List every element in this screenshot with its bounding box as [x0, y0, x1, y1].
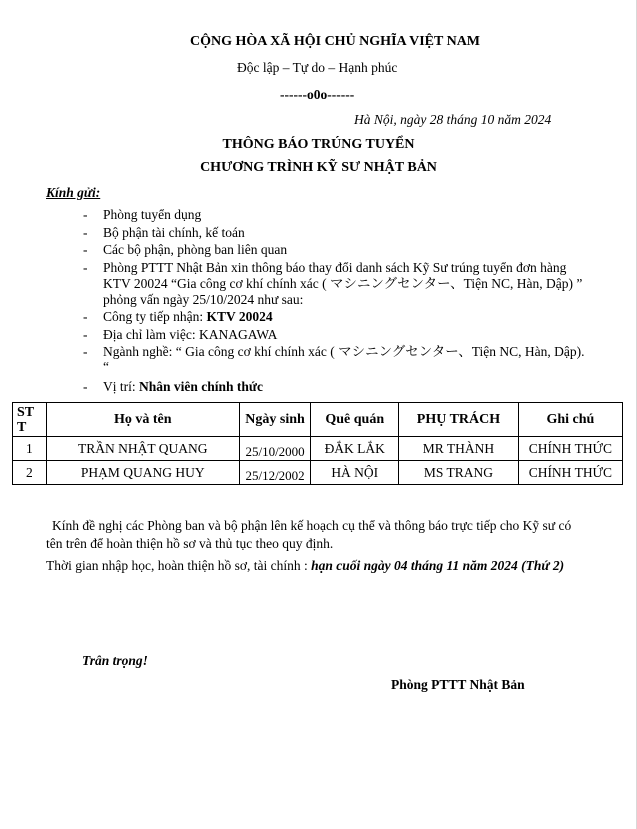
closing-regards: Trân trọng!	[82, 653, 148, 668]
company-label: Công ty tiếp nhận:	[103, 309, 207, 324]
deadline-value: hạn cuối ngày 04 tháng 11 năm 2024 (Thứ 2)	[311, 558, 565, 573]
cell-dob: 25/10/2000	[239, 437, 311, 461]
column-header-note: Ghi chú	[518, 403, 622, 437]
announcement-line: KTV 20024 “Gia công cơ khí chính xác ( マシニングセンター、Tiện NC, Hàn, Dập) ”	[103, 275, 583, 291]
cell-note: CHÍNH THỨC	[518, 461, 622, 485]
document-date: Hà Nội, ngày 28 tháng 10 năm 2024	[354, 112, 552, 127]
position-item	[75, 379, 615, 395]
body-paragraph-line: Kính đề nghị các Phòng ban và bộ phận lên kế hoạch cụ thể và thông báo trực tiếp cho Kỹ sư có	[52, 518, 572, 533]
workplace-item: - Địa chỉ làm việc: KANAGAWA	[75, 327, 615, 343]
position-value: Nhân viên chính thức	[139, 379, 264, 394]
cell-dob: 25/12/2002	[239, 461, 311, 485]
company-item	[75, 309, 615, 325]
column-header-hometown: Quê quán	[311, 403, 399, 437]
announcement-item	[75, 260, 615, 308]
table-row	[13, 461, 623, 485]
candidate-table	[12, 402, 623, 485]
signature-department: Phòng PTTT Nhật Bản	[391, 677, 525, 692]
column-header-name: Họ và tên	[46, 403, 239, 437]
deadline-line	[46, 558, 564, 574]
column-header-dob: Ngày sinh	[239, 403, 311, 437]
body-paragraph-line: tên trên để hoàn thiện hồ sơ và thủ tục theo quy định.	[46, 536, 334, 551]
announcement-line: phỏng vấn ngày 25/10/2024 như sau:	[103, 291, 304, 307]
cell-stt: 2	[13, 461, 47, 485]
document-title: THÔNG BÁO TRÚNG TUYỂN	[222, 137, 415, 152]
table-header-row	[13, 403, 623, 437]
column-header-manager: PHỤ TRÁCH	[399, 403, 519, 437]
announcement-line: - Phòng PTTT Nhật Bản xin thông báo thay đổi danh sách Kỹ Sư trúng tuyển đơn hàng	[103, 259, 567, 275]
cell-name: PHẠM QUANG HUY	[46, 461, 239, 485]
cell-stt: 1	[13, 437, 47, 461]
table-row	[13, 437, 623, 461]
recipient-item: - Bộ phận tài chính, kế toán	[75, 225, 615, 241]
cell-manager: MR THÀNH	[399, 437, 519, 461]
trade-line: - Ngành nghề: “ Gia công cơ khí chính xác ( マシニングセンター、Tiện NC, Hàn, Dập).	[103, 344, 585, 359]
position-label: Vị trí:	[103, 379, 139, 394]
trade-line: “	[103, 359, 109, 374]
company-value: KTV 20024	[206, 309, 273, 324]
recipient-item: - Các bộ phận, phòng ban liên quan	[75, 242, 615, 258]
document-subtitle: CHƯƠNG TRÌNH KỸ SƯ NHẬT BẢN	[200, 160, 437, 175]
recipient-item: - Phòng tuyển dụng	[75, 207, 615, 223]
recipient-list	[75, 207, 615, 397]
header-separator: ------o0o------	[280, 87, 355, 102]
national-motto: Độc lập – Tự do – Hạnh phúc	[237, 60, 398, 75]
column-header-stt: ST T	[13, 403, 47, 437]
cell-name: TRẦN NHẬT QUANG	[46, 437, 239, 461]
cell-hometown: HÀ NỘI	[311, 461, 399, 485]
cell-manager: MS TRANG	[399, 461, 519, 485]
trade-item	[75, 344, 615, 373]
national-title: CỘNG HÒA XÃ HỘI CHỦ NGHĨA VIỆT NAM	[190, 34, 481, 49]
cell-hometown: ĐẮK LẮK	[311, 437, 399, 461]
salutation: Kính gửi:	[46, 185, 101, 200]
cell-note: CHÍNH THỨC	[518, 437, 622, 461]
deadline-label: Thời gian nhập học, hoàn thiện hồ sơ, tài chính :	[46, 558, 312, 573]
